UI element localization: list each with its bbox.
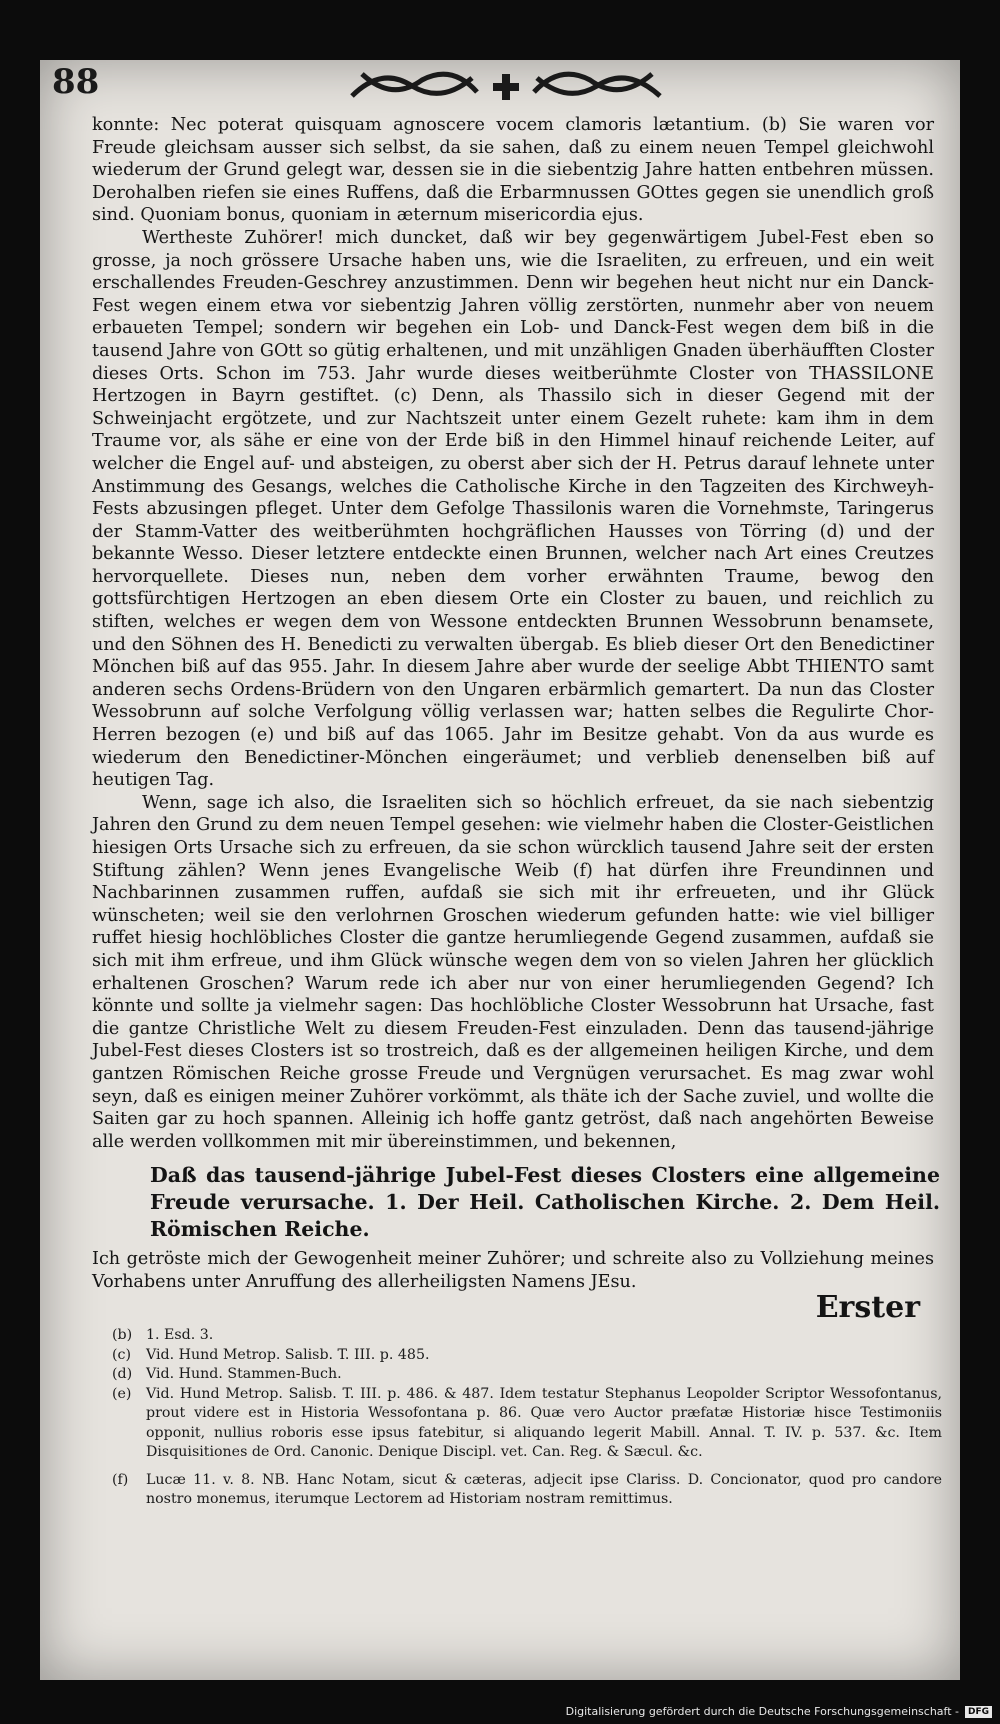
footnote-c (112, 1346, 942, 1366)
footnote-b (112, 1326, 942, 1346)
closing-paragraph: Ich getröste mich der Gewogenheit meiner Zuhörer; und schreite also zu Vollziehung meines Vorhabens unter Anruffung des allerheiligsten Namens JEsu. (92, 1249, 934, 1292)
footnote-text: Vid. Hund. Stammen-Buch. (146, 1366, 342, 1382)
footnote-mark: (b) (112, 1327, 133, 1343)
footnote-text: Lucæ 11. v. 8. NB. Hanc Notam, sicut & cæteras, adjecit ipse Clariss. D. Concionator, quod pro candore nostro monemus, iterumque Lectorem ad Historiam nostram remittimus. (146, 1471, 942, 1507)
footnote-mark: (c) (112, 1346, 132, 1363)
footnote-mark: (e) (112, 1385, 132, 1402)
footnote-mark: (f) (112, 1471, 129, 1488)
footnote-text: 1. Esd. 3. (146, 1327, 214, 1343)
body-text (92, 114, 934, 1153)
dfg-logo: DFG (965, 1706, 992, 1718)
thesis-statement: Daß das tausend-jährige Jubel-Fest dieses Closters eine allgemeine Freude verursache. 1. Der Heil. Catholischen Kirche. 2. Dem Heil. Römischen Reiche. (150, 1163, 940, 1241)
paragraph-1: konnte: Nec poterat quisquam agnoscere vocem clamoris lætantium. (b) Sie waren vor Freude gleichsam ausser sich selbst, da sie sahen, daß zu einem neuen Tempel gleichwohl wiederum der Grund gelegt war, dessen sie in die siebentzig Jahre hatten entbehren müssen. Derohalben riefen sie eines Ruffens, daß die Erbarmnussen GOttes gegen sie unendlich groß sind. Quoniam bonus, quoniam in æternum misericordia ejus. (92, 115, 934, 226)
footnote-mark: (d) (112, 1366, 133, 1382)
footnotes (112, 1326, 942, 1510)
footnote-e (112, 1385, 942, 1463)
catchword: Erster (815, 1290, 920, 1325)
credit-text: Digitalisierung gefördert durch die Deutsche Forschungsgemeinschaft - (565, 1705, 959, 1718)
digitization-credit (566, 1705, 992, 1718)
page-number: 88 (52, 62, 100, 102)
page-header (52, 62, 922, 112)
paragraph-3: Wenn, sage ich also, die Israeliten sich so höchlich erfreuet, da sie nach siebentzig Jahren den Grund zu dem neuen Tempel gesehen: wie vielmehr haben die Closter-Geistlichen hiesigen Orts Ursache sich zu erfreuen, da sie schon würcklich tausend Jahre seit der ersten Stiftung zählen? Wenn jenes Evangelische Weib (f) hat dürfen ihre Freundinnen und Nachbarinnen zusammen ruffen, aufdaß sie sich mit ihr erfreueten, und ihr Glück wünscheten; weil sie den verlohrnen Groschen wiederum gefunden hatte: wie viel billiger ruffet hiesig hochlöbliches Closter die gantze herumliegende Gegend zusammen, aufdaß sie sich mit ihm erfreue, und ihm Glück wünsche wegen dem von so vielen Jahren her glücklich erhaltenen Groschen? Warum rede ich aber nur von einer herumliegenden Gegend? Ich könnte und sollte ja vielmehr sagen: Das hochlöbliche Closter Wessobrunn hat Ursache, fast die gantze Christliche Welt zu diesem Freuden-Fest einzuladen. Denn das tausend-jährige Jubel-Fest dieses Closters ist so trostreich, daß es der allgemeinen heiligen Kirche, und dem gantzen Römischen Reiche grosse Freude und Vergnügen verursachet. Es mag zwar wohl seyn, daß es einigen meiner Zuhörer vorkömmt, als thäte ich der Sache zuviel, und wollte die Saiten gar zu hoch spannen. Alleinig ich hoffe gantz getröst, daß nach angehörten Beweise alle werden vollkommen mit mir übereinstimmen, und bekennen, (92, 792, 934, 1152)
footnote-text: Vid. Hund Metrop. Salisb. T. III. p. 486. & 487. Idem testatur Stephanus Leopolder Scriptor Wessofontanus, prout videre est in Historia Wessofontana p. 86. Quæ vero Auctor præfatæ Historiæ hisce Testimoniis opponit, nullius roboris esse ipsus fatebitur, si aliquando legerit Mabill. Annal. T. IV. p. 537. &c. Item Disquisitiones de Ord. Canonic. Denique Discipl. vet. Can. Reg. & Sæcul. &c. (146, 1385, 942, 1460)
footnote-text: Vid. Hund Metrop. Salisb. T. III. p. 485. (146, 1346, 430, 1363)
header-ornament (342, 66, 672, 104)
footnote-d (112, 1365, 942, 1385)
paragraph-2: Wertheste Zuhörer! mich duncket, daß wir bey gegenwärtigem Jubel-Fest eben so grosse, ja noch grössere Ursache haben uns, wie die Israeliten, zu erfreuen, und ein weit erschallendes Freuden-Geschrey anzustimmen. Denn wir begehen heut nicht nur ein Danck-Fest wegen einem etwa vor siebentzig Jahren völlig zerstörten, nunmehr aber von neuem erbaueten Tempel; sondern wir begehen ein Lob- und Danck-Fest wegen dem biß in die tausend Jahre von GOtt so gütig erhaltenen, und mit unzähligen Gnaden überhäufften Closter dieses Orts. Schon im 753. Jahr wurde dieses weitberühmte Closter von THASSILONE Hertzogen in Bayrn gestiftet. (c) Denn, als Thassilo sich in dieser Gegend mit der Schweinjacht ergötzete, und zur Nachtszeit unter einem Gezelt ruhete: kam ihm in dem Traume vor, als sähe er eine von der Erde biß in den Himmel hinauf reichende Leiter, auf welcher die Engel auf- und absteigen, zu oberst aber sich der H. Petrus darauf lehnete unter Anstimmung des Gesangs, welches die Catholische Kirche in den Tagzeiten des Kirchweyh-Fests abzusingen pfleget. Unter dem Gefolge Thassilonis waren die Vornehmste, Taringerus der Stamm-Vatter des weitberühmten hochgräflichen Hausses von Törring (d) und der bekannte Wesso. Dieser letztere entdeckte einen Brunnen, welcher nach Art eines Creutzes hervorquellete. Dieses nun, neben dem vorher erwähnten Traume, bewog den gottsfürchtigen Hertzogen an eben diesem Orte ein Closter zu bauen, und reichlich zu stiften, welches er wegen dem von Wessone entdeckten Brunnen Wessobrunn benamsete, und den Söhnen des H. Benedicti zu verwalten übergab. Es blieb dieser Ort den Benedictiner Mönchen biß auf das 955. Jahr. In diesem Jahre aber wurde der seelige Abbt THIENTO samt anderen sechs Ordens-Brüdern von den Ungaren erbärmlich gemartert. Da nun das Closter Wessobrunn auf solche Verfolgung völlig verlassen war; hatten selbes die Regulirte Chor-Herren bezogen (e) und biß auf das 1065. Jahr im Besitze gehabt. Von da aus wurde es wiederum den Benedictiner-Mönchen eingeräumet; und verblieb denenselben biß auf heutigen Tag. (92, 227, 934, 791)
footnote-f (112, 1471, 942, 1510)
